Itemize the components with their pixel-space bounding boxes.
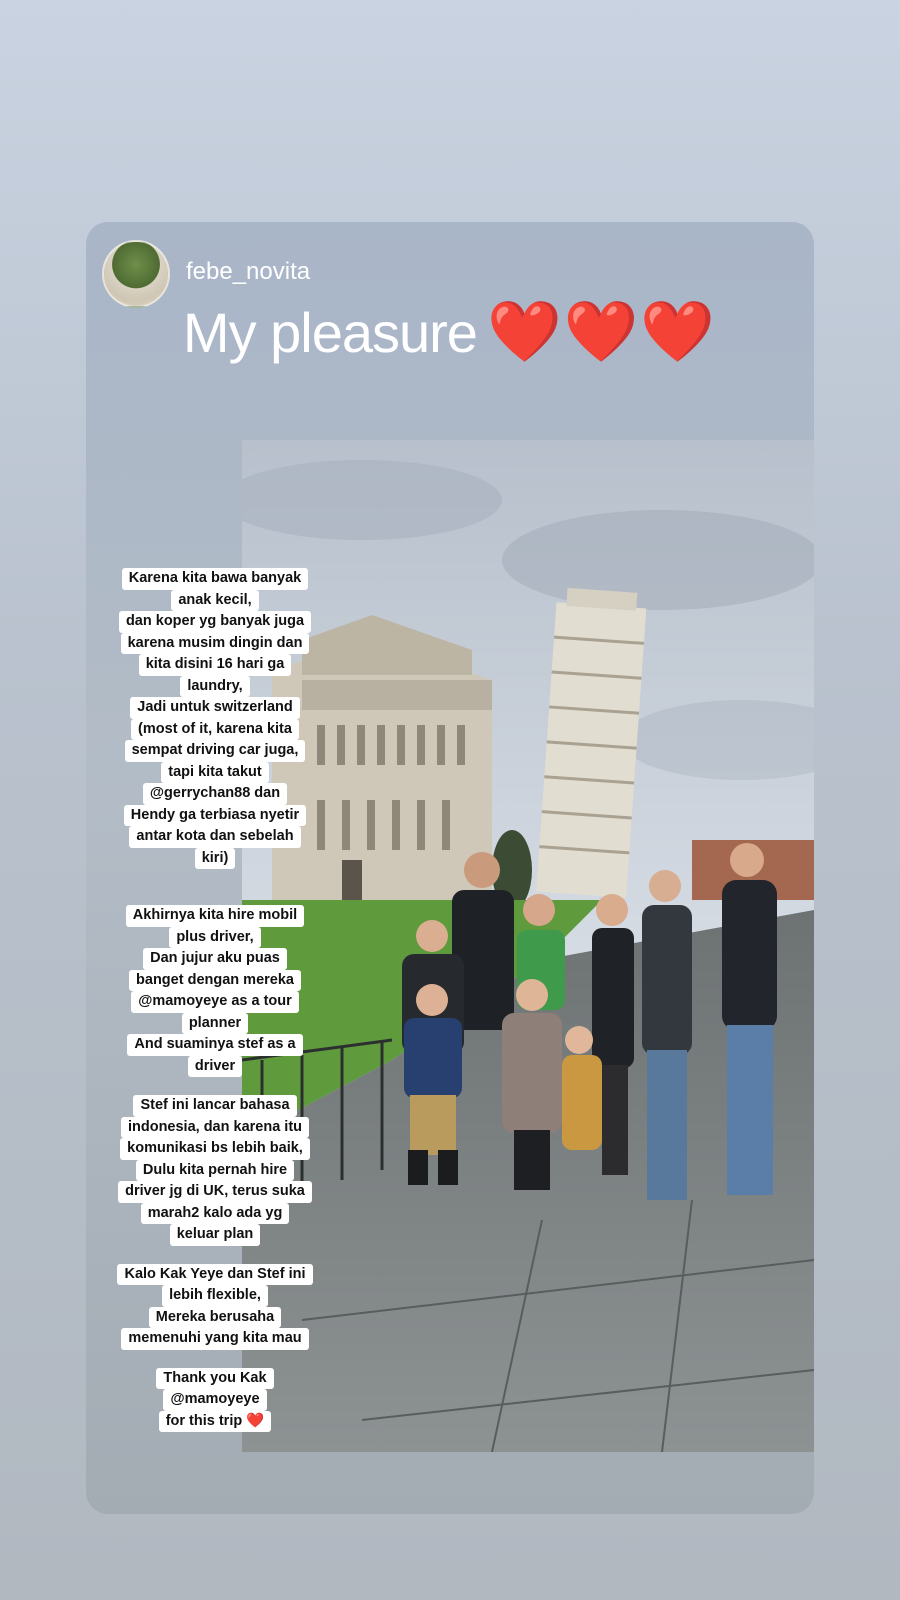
note-line: antar kota dan sebelah [129, 826, 300, 848]
mention-link[interactable]: @mamoyeye [163, 1389, 266, 1411]
note-line: komunikasi bs lebih baik, [120, 1138, 310, 1160]
note-line: Karena kita bawa banyak [122, 568, 308, 590]
note-line: Dulu kita pernah hire [136, 1160, 294, 1182]
story-caption [86, 296, 814, 367]
note-line: sempat driving car juga, [125, 740, 306, 762]
note-line: Hendy ga terbiasa nyetir [124, 805, 306, 827]
note-line: indonesia, dan karena itu [121, 1117, 309, 1139]
note-line: lebih flexible, [162, 1285, 268, 1307]
caption-text: My pleasure [182, 301, 477, 364]
note-line: (most of it, karena kita [131, 719, 299, 741]
note-line: Stef ini lancar bahasa [133, 1095, 296, 1117]
note-line: driver [188, 1056, 242, 1078]
note-line: Dan jujur aku puas [143, 948, 287, 970]
heart-emojis: ❤️❤️❤️ [486, 298, 718, 365]
note-line: banget dengan mereka [129, 970, 301, 992]
note-line: kita disini 16 hari ga [139, 654, 292, 676]
note-block [100, 905, 330, 1077]
note-line: keluar plan [170, 1224, 261, 1246]
note-line: Akhirnya kita hire mobil [126, 905, 304, 927]
note-line: kiri) [195, 848, 236, 870]
note-line: Mereka berusaha [149, 1307, 281, 1329]
username[interactable]: febe_novita [186, 258, 311, 285]
note-line: plus driver, [169, 927, 260, 949]
note-line: planner [182, 1013, 248, 1035]
note-line: marah2 kalo ada yg [141, 1203, 290, 1225]
note-line: anak kecil, [171, 590, 258, 612]
mention-link[interactable]: @gerrychan88 dan [143, 783, 287, 805]
note-line: driver jg di UK, terus suka [118, 1181, 312, 1203]
note-line: Kalo Kak Yeye dan Stef ini [117, 1264, 312, 1286]
note-line: And suaminya stef as a [127, 1034, 302, 1056]
note-line: tapi kita takut [161, 762, 268, 784]
note-block [100, 1368, 330, 1433]
note-line: Jadi untuk switzerland [130, 697, 300, 719]
note-line: karena musim dingin dan [121, 633, 310, 655]
note-block [100, 1095, 330, 1246]
note-line: for this trip ❤️ [159, 1411, 272, 1433]
note-line: dan koper yg banyak juga [119, 611, 311, 633]
note-line: laundry, [180, 676, 249, 698]
story-text-notes [100, 568, 330, 1450]
note-line: memenuhi yang kita mau [121, 1328, 308, 1350]
mention-link[interactable]: @mamoyeye as a tour [131, 991, 299, 1013]
note-block [100, 1264, 330, 1350]
note-block [100, 568, 330, 869]
note-line: Thank you Kak [156, 1368, 273, 1390]
